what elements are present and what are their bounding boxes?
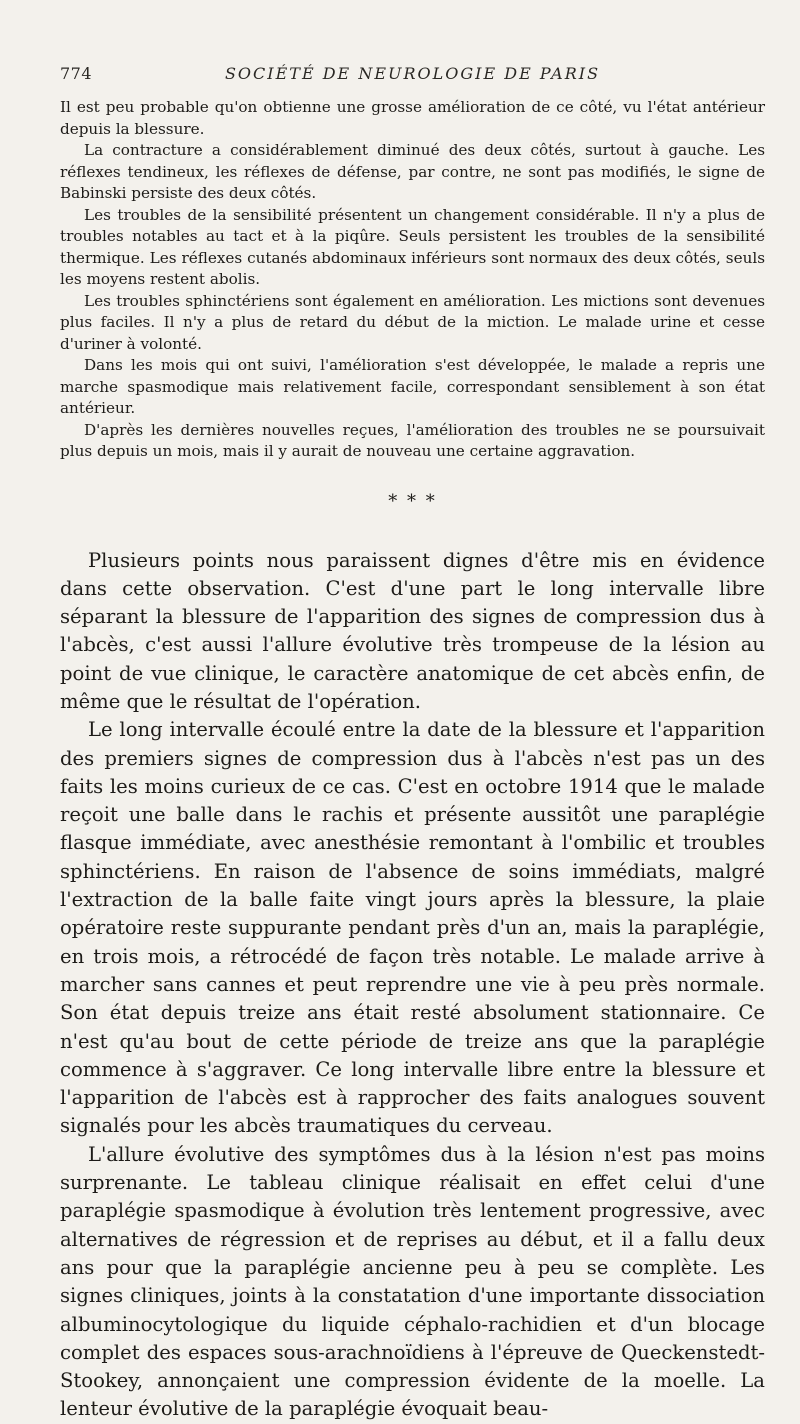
- book-page: [60, 64, 765, 1424]
- discussion-paragraph: Plusieurs points nous paraissent dignes d'être mis en évidence dans cette observation. C'est d'une part le long intervalle libre séparant la blessure de l'apparition des signes de compression dus à l'abcès, c'est aussi l'allure évolutive très trompeuse de la lésion au point de vue clinique, le caractère anatomique de cet abcès enfin, de même que le résultat de l'opération.: [60, 548, 765, 713]
- case-paragraph: D'après les dernières nouvelles reçues, l'amélioration des troubles ne se poursuivait plus depuis un mois, mais il y aurait de nouveau une certaine aggravation.: [60, 420, 765, 460]
- discussion-paragraph: L'allure évolutive des symptômes dus à la lésion n'est pas moins surprenante. Le tableau clinique réalisait en effet celui d'une paraplégie spasmodique à évolution très lentement progressive, avec alternatives de régression et de reprises au début, et il a fallu deux ans pour que la paraplégie ancienne peu à peu se complète. Les signes cliniques, joints à la constatation d'une importante dissociation albuminocytologique du liquide céphalo-rachidien et d'un blocage complet des espaces sous-arachnoïdiens à l'épreuve de Queckenstedt-Stookey, annonçaient une compression évidente de la moelle. La lenteur évolutive de la paraplégie évoquait beau-: [60, 1142, 765, 1421]
- discussion-section: [60, 547, 765, 1424]
- journal-title: SOCIÉTÉ DE NEUROLOGIE DE PARIS: [224, 64, 601, 83]
- case-paragraph: La contracture a considérablement diminué des deux côtés, surtout à gauche. Les réflexes tendineux, les réflexes de défense, par contre, ne sont pas modifiés, le signe de Babinski persiste des deux côtés.: [60, 141, 765, 202]
- case-paragraph: Il est peu probable qu'on obtienne une grosse amélioration de ce côté, vu l'état antérieur depuis la blessure.: [60, 98, 765, 138]
- case-paragraph: Dans les mois qui ont suivi, l'amélioration s'est développée, le malade a repris une marche spasmodique mais relativement facile, correspondant sensiblement à son état antérieur.: [60, 356, 765, 417]
- page-number: 774: [60, 64, 93, 83]
- discussion-paragraph: Le long intervalle écoulé entre la date de la blessure et l'apparition des premiers signes de compression dus à l'abcès n'est pas un des faits les moins curieux de ce cas. C'est en octobre 1914 que le malade reçoit une balle dans le rachis et présente aussitôt une paraplégie flasque immédiate, avec anesthésie remontant à l'ombilic et troubles sphinctériens. En raison de l'absence de soins immédiats, malgré l'extraction de la balle faite vingt jours après la blessure, la plaie opératoire reste suppurante pendant près d'un an, mais la paraplégie, en trois mois, a rétrocédé de façon très notable. Le malade arrive à marcher sans cannes et peut reprendre une vie à peu près normale. Son état depuis treize ans était resté absolument stationnaire. Ce n'est qu'au bout de cette période de treize ans que la paraplégie commence à s'aggraver. Ce long intervalle libre entre la blessure et l'apparition de l'abcès est à rapprocher des faits analogues souvent signalés pour les abcès traumatiques du cerveau.: [60, 718, 765, 1138]
- section-separator: * * *: [388, 490, 437, 512]
- case-paragraph: Les troubles sphinctériens sont également en amélioration. Les mictions sont devenues plus faciles. Il n'y a plus de retard du début de la miction. Le malade urine et cesse d'uriner à volonté.: [60, 291, 765, 353]
- case-report-section: [60, 97, 765, 463]
- case-paragraph: Les troubles de la sensibilité présentent un changement considérable. Il n'y a plus de troubles notables au tact et à la piqûre. Seuls persistent les troubles de la sensibilité thermique. Les réflexes cutanés abdominaux inférieurs sont normaux des deux côtés, seuls les moyens restent abolis.: [60, 205, 765, 288]
- running-head: [60, 64, 765, 83]
